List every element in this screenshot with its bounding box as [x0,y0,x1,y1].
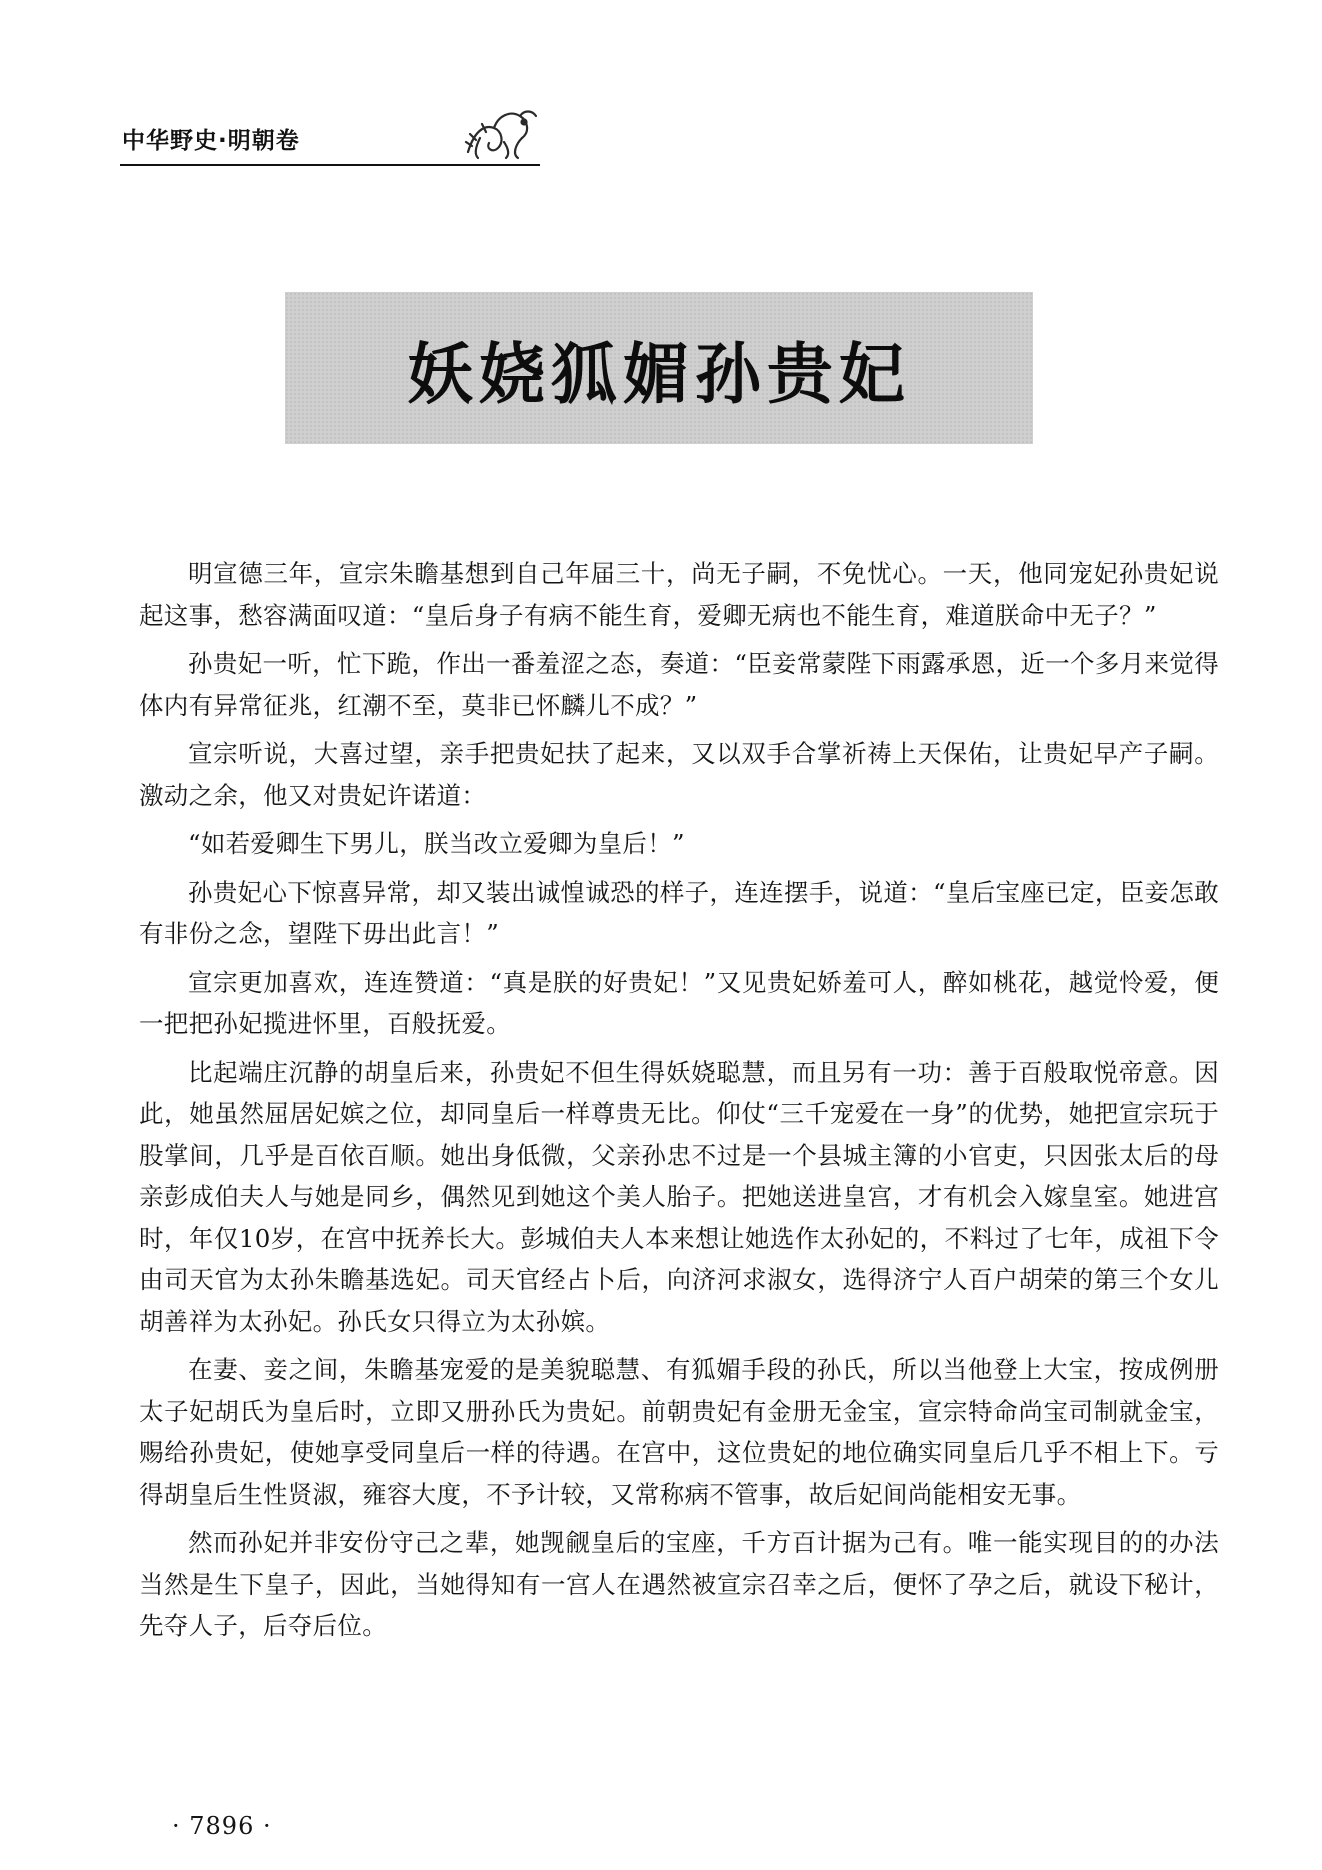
dragon-emblem-icon [460,102,542,164]
paragraph: 比起端庄沉静的胡皇后来，孙贵妃不但生得妖娆聪慧，而且另有一功：善于百般取悦帝意。因此，她虽然屈居妃嫔之位，却同皇后一样尊贵无比。仰仗“三千宠爱在一身”的优势，她把宣宗玩于股掌间，几乎是百依百顺。她出身低微，父亲孙忠不过是一个县城主簿的小官吏，只因张太后的母亲彭成伯夫人与她是同乡，偶然见到她这个美人胎子。把她送进皇宫，才有机会入嫁皇室。她进宫时，年仅10岁，在宫中抚养长大。彭城伯夫人本来想让她选作太孙妃的，不料过了七年，成祖下令由司天官为太孙朱瞻基选妃。司天官经占卜后，向济河求淑女，选得济宁人百户胡荣的第三个女儿胡善祥为太孙妃。孙氏女只得立为太孙嫔。 [139,1057,1219,1336]
chapter-title-banner [285,292,1033,444]
paragraph: 在妻、妾之间，朱瞻基宠爱的是美貌聪慧、有狐媚手段的孙氏，所以当他登上大宝，按成例册太子妃胡氏为皇后时，立即又册孙氏为贵妃。前朝贵妃有金册无金宝，宣宗特命尚宝司制就金宝，赐给孙贵妃，使她享受同皇后一样的待遇。在宫中，这位贵妃的地位确实同皇后几乎不相上下。亏得胡皇后生性贤淑，雍容大度，不予计较，又常称病不管事，故后妃间尚能相安无事。 [139,1355,1219,1509]
paragraph: 孙贵妃心下惊喜异常，却又装出诚惶诚恐的样子，连连摆手，说道：“皇后宝座已定，臣妾怎敢有非份之念，望陛下毋出此言！” [139,877,1219,948]
page-number: · 7896 · [172,1812,272,1840]
header-rule [120,164,540,166]
paragraph: “如若爱卿生下男儿，朕当改立爱卿为皇后！” [188,829,685,858]
article-body [139,553,1219,1654]
paragraph: 明宣德三年，宣宗朱瞻基想到自己年届三十，尚无子嗣，不免忧心。一天，他同宠妃孙贵妃说起这事，愁容满面叹道：“皇后身子有病不能生育，爱卿无病也不能生育，难道朕命中无子？” [139,559,1219,630]
paragraph: 宣宗听说，大喜过望，亲手把贵妃扶了起来，又以双手合掌祈祷上天保佑，让贵妃早产子嗣。激动之余，他又对贵妃许诺道： [139,739,1219,810]
paragraph: 孙贵妃一听，忙下跪，作出一番羞涩之态，奏道：“臣妾常蒙陛下雨露承恩，近一个多月来觉得体内有异常征兆，红潮不至，莫非已怀麟儿不成？” [139,649,1219,720]
running-title: 中华野史·明朝卷 [122,128,300,154]
chapter-title: 妖娆狐媚孙贵妃 [407,334,911,413]
paragraph: 宣宗更加喜欢，连连赞道：“真是朕的好贵妃！”又见贵妃娇羞可人，醉如桃花，越觉怜爱，便一把把孙妃揽进怀里，百般抚爱。 [139,967,1219,1038]
paragraph: 然而孙妃并非安份守己之辈，她觊觎皇后的宝座，千方百计据为己有。唯一能实现目的的办法当然是生下皇子，因此，当她得知有一宫人在遇然被宣宗召幸之后，便怀了孕之后，就设下秘计，先夺人子，后夺后位。 [139,1528,1219,1640]
